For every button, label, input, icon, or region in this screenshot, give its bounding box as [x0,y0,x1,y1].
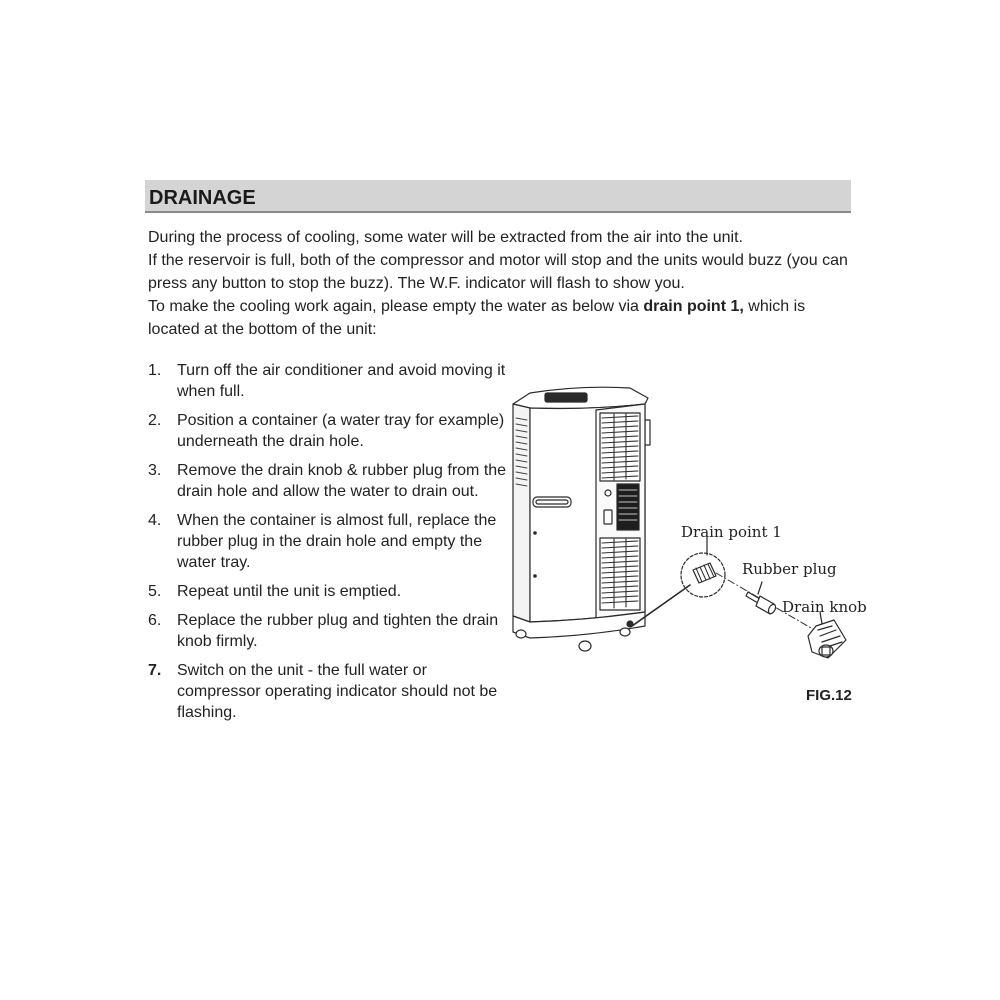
drain-point-label: Drain point 1 [681,523,782,541]
step-number: 4. [148,512,162,529]
air-conditioner-illustration [505,378,855,678]
step-text: Position a container (a water tray for example) underneath the drain hole. [177,412,505,450]
figure-caption: FIG.12 [806,687,852,704]
step-item [148,460,508,502]
step-text: Replace the rubber plug and tighten the drain knob firmly. [177,612,499,650]
intro-line-2: If the reservoir is full, both of the compressor and motor will stop and the units would buzz (you can press any button to stop the buzz). The W.F. indicator will flash to show you. [148,252,848,292]
step-text: When the container is almost full, replace the rubber plug in the drain hole and empty the water tray. [177,512,497,571]
rubber-plug-label: Rubber plug [742,560,837,578]
step-item [148,410,508,452]
intro-line-3-end: which is located at the bottom of the unit: [148,298,806,338]
intro-line-1: During the process of cooling, some water will be extracted from the air into the unit. [148,229,743,246]
step-number: 5. [148,583,162,600]
step-number: 6. [148,612,162,629]
step-item [148,581,508,602]
step-number: 7. [148,662,162,679]
step-item [148,660,508,723]
intro-line-3 [148,295,858,341]
step-item [148,610,508,652]
step-number: 1. [148,362,162,379]
section-header [145,180,851,213]
section-title: DRAINAGE [149,187,256,209]
step-text: Remove the drain knob & rubber plug from the drain hole and allow the water to drain out. [177,462,507,500]
drain-knob-label: Drain knob [782,598,867,616]
intro-text [148,226,858,341]
step-item [148,510,508,573]
step-text: Turn off the air conditioner and avoid moving it when full. [177,362,506,400]
intro-line-3-start: To make the cooling work again, please empty the water as below via [148,298,644,315]
step-item [148,360,508,402]
step-number: 3. [148,462,162,479]
step-text: Repeat until the unit is emptied. [177,583,402,600]
step-text: Switch on the unit - the full water or compressor operating indicator should not be flashing. [177,662,498,721]
drain-point-emphasis: drain point 1, [643,298,744,315]
drainage-steps-list [148,360,508,731]
step-number: 2. [148,412,162,429]
